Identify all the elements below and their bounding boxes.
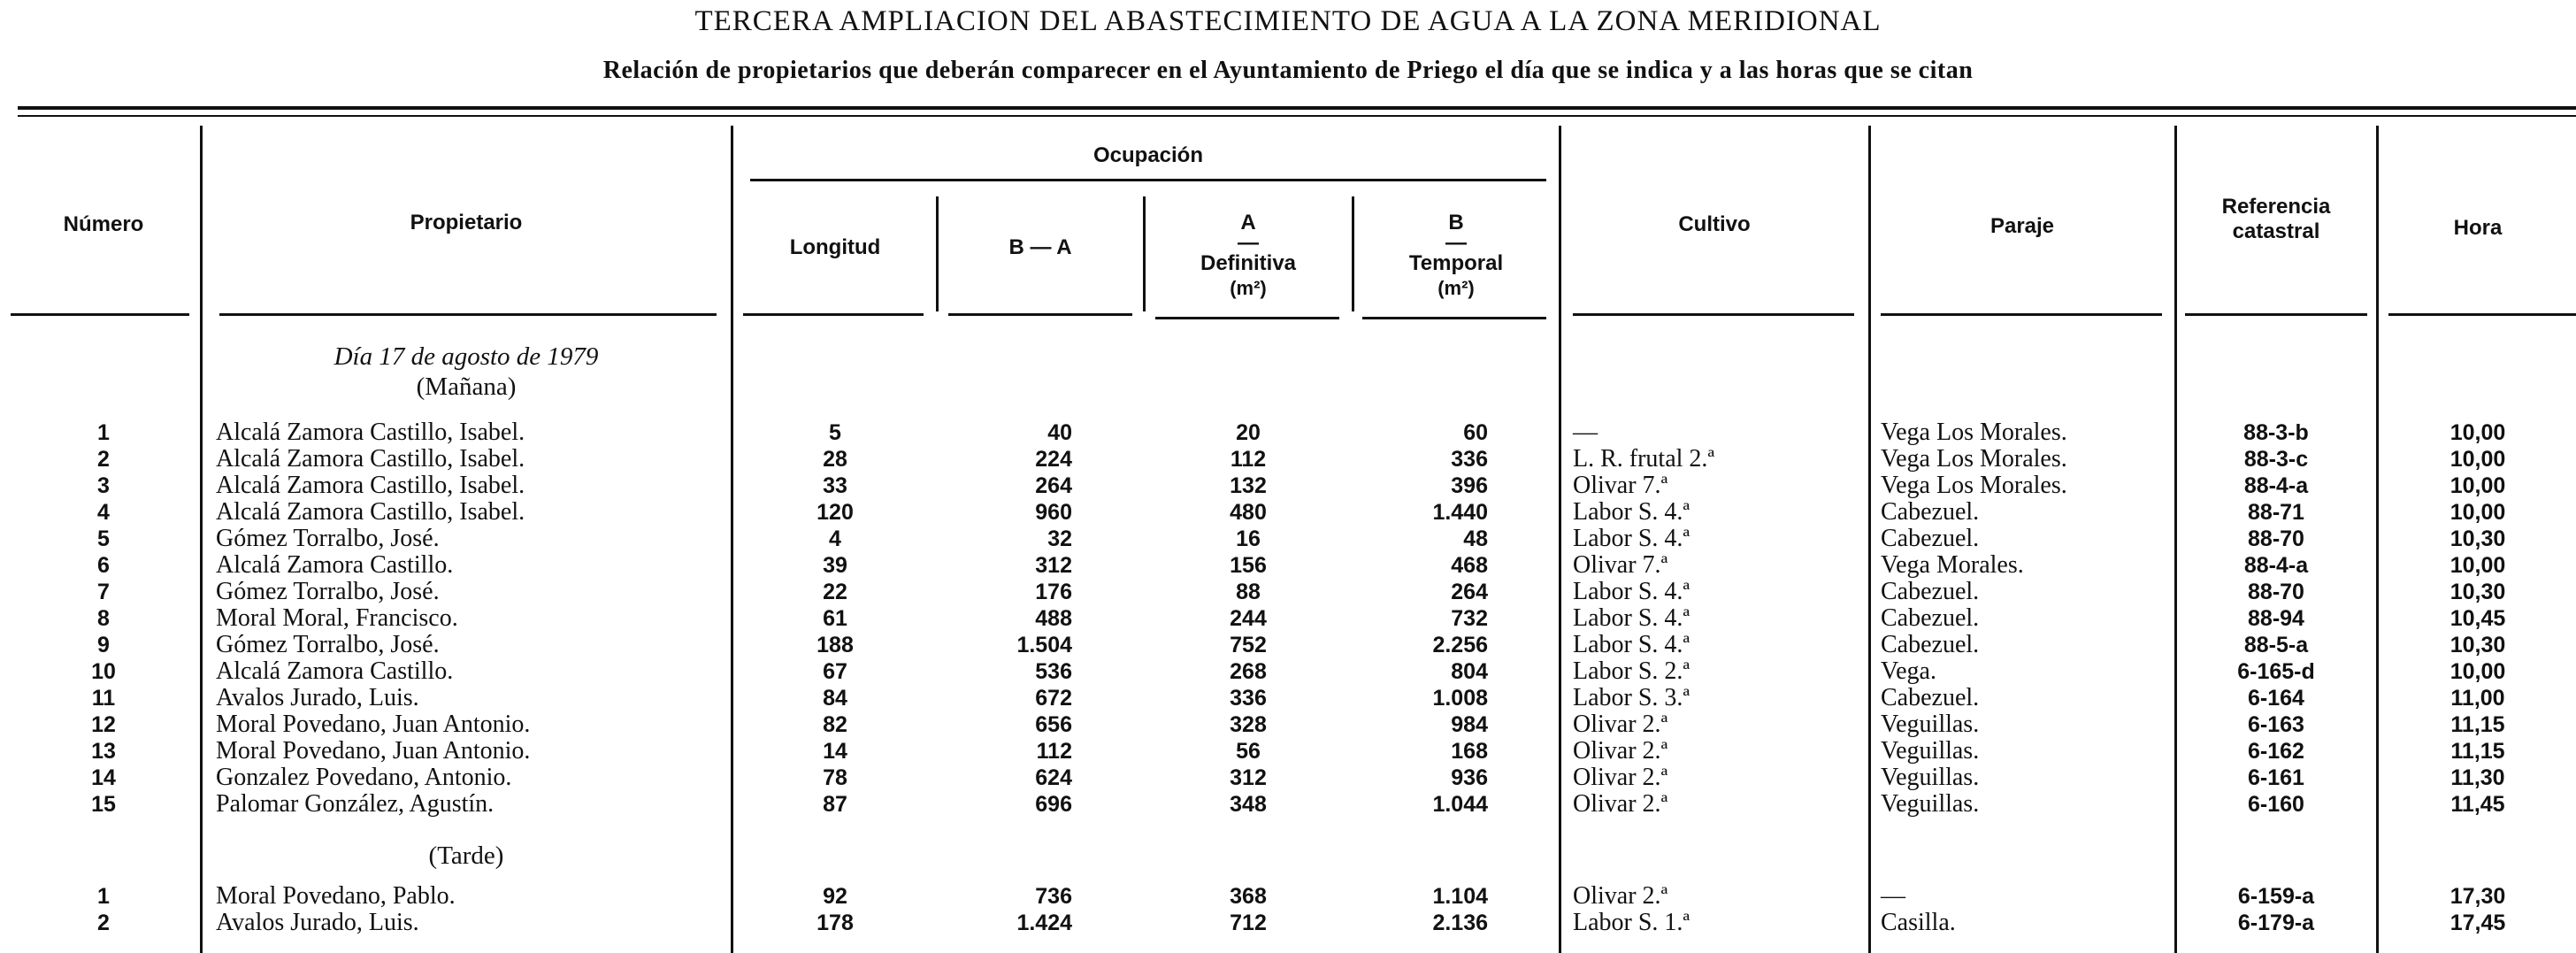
cell-ref: 6-163	[2248, 712, 2304, 737]
cell-ba: 1.504	[1016, 633, 1072, 657]
header-a	[1146, 211, 1350, 301]
cell-ba: 696	[1035, 792, 1072, 817]
document-subtitle: Relación de propietarios que deberán comparecer en el Ayuntamiento de Priego el día que se indica y a las horas que se citan	[602, 57, 1974, 84]
cell-b: 804	[1451, 659, 1488, 684]
cell-hora: 11,30	[2450, 765, 2505, 790]
cell-hora: 11,00	[2450, 686, 2505, 711]
header-paraje: Paraje	[1990, 214, 2055, 238]
header-ba: B — A	[1008, 235, 1072, 259]
cell-cult: Labor S. 4.ª	[1573, 604, 1690, 632]
cell-prop: Alcalá Zamora Castillo, Isabel.	[216, 498, 525, 526]
cell-n: 8	[97, 606, 110, 631]
cell-b: 936	[1451, 765, 1488, 790]
cell-ref: 6-161	[2248, 765, 2304, 790]
cell-hora: 10,00	[2450, 500, 2506, 525]
header-propietario: Propietario	[410, 211, 523, 234]
cell-ba: 672	[1035, 686, 1072, 711]
cell-n: 12	[91, 712, 116, 737]
morning-label: (Mañana)	[416, 373, 517, 401]
cell-a: 112	[1230, 447, 1267, 472]
cell-hora: 10,30	[2450, 580, 2506, 604]
cell-prop: Alcalá Zamora Castillo, Isabel.	[216, 445, 525, 473]
cell-a: 336	[1230, 686, 1267, 711]
cell-a: 132	[1230, 473, 1267, 498]
cell-b: 264	[1451, 580, 1488, 604]
header-rule-referencia	[2185, 313, 2367, 316]
header-rule-a	[1155, 317, 1339, 319]
cell-n: 10	[91, 659, 116, 684]
cell-b: 984	[1451, 712, 1488, 737]
cell-ba: 264	[1035, 473, 1072, 498]
header-rule-numero	[11, 313, 189, 316]
cell-n: 9	[97, 633, 110, 657]
cell-par: Veguillas.	[1881, 790, 1980, 818]
col-sep-8	[2174, 126, 2177, 953]
header-cultivo: Cultivo	[1678, 212, 1751, 236]
cell-b: 396	[1451, 473, 1488, 498]
cell-b: 2.136	[1432, 911, 1488, 935]
cell-cult: Olivar 7.ª	[1573, 472, 1668, 499]
cell-n: 6	[97, 553, 110, 578]
document-title: TERCERA AMPLIACION DEL ABASTECIMIENTO DE AGUA A LA ZONA MERIDIONAL	[694, 5, 1882, 37]
cell-hora: 17,30	[2450, 884, 2506, 909]
cell-lon: 14	[823, 739, 847, 764]
cell-prop: Moral Povedano, Juan Antonio.	[216, 711, 531, 738]
cell-ref: 6-159-a	[2237, 884, 2315, 909]
header-rule-hora	[2388, 313, 2576, 316]
cell-a: 56	[1236, 739, 1261, 764]
cell-lon: 178	[816, 911, 854, 935]
cell-par: Cabezuel.	[1881, 525, 1980, 552]
cell-b: 1.440	[1432, 500, 1488, 525]
cell-lon: 39	[823, 553, 847, 578]
header-referencia-line2: catastral	[2232, 219, 2320, 243]
header-b	[1355, 211, 1557, 301]
cell-cult: —	[1573, 419, 1598, 446]
cell-hora: 10,00	[2450, 473, 2506, 498]
cell-ref: 88-5-a	[2243, 633, 2309, 657]
cell-prop: Moral Povedano, Juan Antonio.	[216, 737, 531, 765]
morning-date-text: Día 17 de agosto de 1979	[334, 342, 599, 371]
cell-b: 336	[1451, 447, 1488, 472]
cell-a: 244	[1230, 606, 1267, 631]
top-rule-2	[18, 115, 2576, 117]
header-referencia	[2178, 195, 2374, 244]
cell-n: 5	[97, 526, 110, 551]
cell-cult: Olivar 2.ª	[1573, 764, 1668, 791]
cell-lon: 28	[823, 447, 847, 472]
cell-ba: 736	[1035, 884, 1072, 909]
cell-b: 468	[1451, 553, 1488, 578]
cell-prop: Gómez Torralbo, José.	[216, 631, 440, 658]
cell-hora: 10,30	[2450, 526, 2506, 551]
header-rule-cultivo	[1573, 313, 1854, 316]
cell-par: Cabezuel.	[1881, 578, 1980, 605]
cell-par: Veguillas.	[1881, 737, 1980, 765]
cell-prop: Avalos Jurado, Luis.	[216, 684, 419, 711]
cell-cult: Olivar 2.ª	[1573, 882, 1668, 910]
cell-b: 60	[1463, 420, 1488, 445]
cell-hora: 10,45	[2450, 606, 2506, 631]
cell-ba: 624	[1035, 765, 1072, 790]
cell-b: 732	[1451, 606, 1488, 631]
cell-prop: Alcalá Zamora Castillo.	[216, 657, 454, 685]
cell-ref: 6-165-d	[2237, 659, 2315, 684]
header-a-letter: A	[1240, 211, 1256, 234]
cell-a: 348	[1230, 792, 1267, 817]
cell-par: Veguillas.	[1881, 711, 1980, 738]
cell-ref: 88-3-c	[2243, 447, 2309, 472]
cell-n: 15	[91, 792, 116, 817]
cell-ba: 536	[1035, 659, 1072, 684]
cell-lon: 33	[823, 473, 847, 498]
col-sep-1	[200, 126, 203, 953]
cell-hora: 10,00	[2450, 553, 2506, 578]
cell-par: Veguillas.	[1881, 764, 1980, 791]
cell-par: Cabezuel.	[1881, 498, 1980, 526]
cell-ref: 88-70	[2248, 526, 2304, 551]
cell-prop: Moral Povedano, Pablo.	[216, 882, 456, 910]
col-sep-5	[1352, 196, 1354, 311]
col-sep-9	[2376, 126, 2379, 953]
header-b-label: Temporal	[1408, 251, 1504, 275]
header-b-unit: (m²)	[1438, 277, 1475, 299]
morning-date	[205, 343, 727, 370]
header-a-dash: —	[1238, 231, 1259, 255]
cell-a: 88	[1236, 580, 1261, 604]
col-sep-2	[731, 126, 733, 953]
header-a-label: Definitiva	[1200, 251, 1297, 275]
ocupacion-rule	[750, 179, 1546, 181]
cell-prop: Moral Moral, Francisco.	[216, 604, 458, 632]
top-rule-1	[18, 106, 2576, 110]
cell-par: Vega.	[1881, 657, 1936, 685]
cell-lon: 188	[816, 633, 854, 657]
cell-par: Cabezuel.	[1881, 684, 1980, 711]
header-ocupacion: Ocupación	[1092, 143, 1204, 167]
cell-hora: 10,00	[2450, 447, 2506, 472]
col-sep-7	[1868, 126, 1871, 953]
cell-prop: Gómez Torralbo, José.	[216, 525, 440, 552]
cell-prop: Gonzalez Povedano, Antonio.	[216, 764, 512, 791]
cell-par: Cabezuel.	[1881, 604, 1980, 632]
cell-n: 1	[97, 420, 110, 445]
cell-prop: Alcalá Zamora Castillo.	[216, 551, 454, 579]
cell-n: 4	[97, 500, 110, 525]
cell-lon: 22	[823, 580, 847, 604]
header-rule-ba	[948, 313, 1132, 316]
cell-a: 268	[1230, 659, 1267, 684]
cell-lon: 84	[823, 686, 847, 711]
cell-lon: 78	[823, 765, 847, 790]
header-rule-longitud	[743, 313, 924, 316]
cell-lon: 61	[823, 606, 847, 631]
cell-hora: 10,00	[2450, 420, 2506, 445]
cell-cult: Labor S. 1.ª	[1573, 909, 1690, 936]
cell-a: 368	[1230, 884, 1267, 909]
cell-lon: 87	[823, 792, 847, 817]
cell-ba: 40	[1047, 420, 1072, 445]
header-numero: Número	[63, 212, 144, 236]
cell-cult: L. R. frutal 2.ª	[1573, 445, 1715, 473]
cell-n: 14	[91, 765, 116, 790]
cell-ref: 88-4-a	[2243, 553, 2309, 578]
cell-ref: 6-179-a	[2237, 911, 2315, 935]
cell-ref: 88-94	[2248, 606, 2304, 631]
cell-par: Vega Los Morales.	[1881, 472, 2067, 499]
cell-ref: 88-70	[2248, 580, 2304, 604]
cell-lon: 92	[823, 884, 847, 909]
header-longitud: Longitud	[789, 235, 881, 259]
cell-ba: 488	[1035, 606, 1072, 631]
header-a-unit: (m²)	[1230, 277, 1267, 299]
cell-cult: Olivar 2.ª	[1573, 790, 1668, 818]
header-rule-propietario	[219, 313, 717, 316]
cell-b: 1.044	[1432, 792, 1488, 817]
header-b-dash: —	[1445, 231, 1467, 255]
cell-cult: Olivar 2.ª	[1573, 737, 1668, 765]
cell-ba: 112	[1036, 739, 1072, 764]
cell-b: 2.256	[1432, 633, 1488, 657]
cell-hora: 17,45	[2450, 911, 2506, 935]
cell-cult: Olivar 2.ª	[1573, 711, 1668, 738]
cell-hora: 11,45	[2450, 792, 2505, 817]
cell-lon: 67	[823, 659, 847, 684]
cell-a: 480	[1230, 500, 1267, 525]
cell-a: 312	[1230, 765, 1267, 790]
cell-cult: Labor S. 4.ª	[1573, 578, 1690, 605]
cell-n: 1	[97, 884, 110, 909]
cell-ref: 88-4-a	[2243, 473, 2309, 498]
col-sep-6	[1559, 126, 1561, 953]
cell-a: 16	[1236, 526, 1261, 551]
header-b-letter: B	[1448, 211, 1464, 234]
cell-ba: 224	[1035, 447, 1072, 472]
cell-par: Casilla.	[1881, 909, 1956, 936]
cell-b: 1.008	[1432, 686, 1488, 711]
cell-cult: Labor S. 3.ª	[1573, 684, 1690, 711]
header-referencia-line1: Referencia	[2221, 195, 2331, 219]
cell-b: 48	[1463, 526, 1488, 551]
cell-prop: Palomar González, Agustín.	[216, 790, 494, 818]
cell-lon: 82	[823, 712, 847, 737]
cell-ba: 656	[1035, 712, 1072, 737]
cell-hora: 10,30	[2450, 633, 2506, 657]
cell-a: 20	[1236, 420, 1261, 445]
cell-lon: 120	[816, 500, 854, 525]
cell-a: 752	[1230, 633, 1267, 657]
header-rule-b	[1362, 317, 1546, 319]
cell-a: 156	[1230, 553, 1267, 578]
cell-par: Vega Los Morales.	[1881, 419, 2067, 446]
cell-n: 2	[97, 911, 110, 935]
cell-ba: 960	[1035, 500, 1072, 525]
col-sep-3	[936, 196, 939, 311]
cell-n: 3	[97, 473, 110, 498]
cell-b: 1.104	[1432, 884, 1488, 909]
afternoon-label: (Tarde)	[428, 842, 504, 870]
cell-ba: 1.424	[1016, 911, 1072, 935]
cell-n: 7	[97, 580, 110, 604]
cell-par: —	[1881, 882, 1905, 910]
cell-cult: Labor S. 4.ª	[1573, 498, 1690, 526]
col-sep-4	[1143, 196, 1146, 311]
cell-ba: 176	[1035, 580, 1072, 604]
cell-cult: Labor S. 4.ª	[1573, 525, 1690, 552]
cell-lon: 4	[829, 526, 841, 551]
cell-ref: 88-71	[2248, 500, 2304, 525]
cell-cult: Labor S. 2.ª	[1573, 657, 1690, 685]
cell-par: Vega Los Morales.	[1881, 445, 2067, 473]
cell-ref: 6-160	[2248, 792, 2304, 817]
cell-ref: 6-162	[2248, 739, 2304, 764]
cell-par: Vega Morales.	[1881, 551, 2024, 579]
cell-prop: Avalos Jurado, Luis.	[216, 909, 419, 936]
cell-n: 2	[97, 447, 110, 472]
cell-lon: 5	[829, 420, 841, 445]
cell-n: 11	[91, 686, 116, 711]
cell-b: 168	[1451, 739, 1488, 764]
cell-cult: Labor S. 4.ª	[1573, 631, 1690, 658]
cell-ref: 88-3-b	[2243, 420, 2309, 445]
cell-hora: 10,00	[2450, 659, 2506, 684]
cell-hora: 11,15	[2450, 712, 2505, 737]
cell-prop: Alcalá Zamora Castillo, Isabel.	[216, 419, 525, 446]
cell-prop: Gómez Torralbo, José.	[216, 578, 440, 605]
cell-ba: 32	[1047, 526, 1072, 551]
cell-prop: Alcalá Zamora Castillo, Isabel.	[216, 472, 525, 499]
cell-hora: 11,15	[2450, 739, 2505, 764]
header-hora: Hora	[2453, 216, 2503, 240]
cell-n: 13	[91, 739, 116, 764]
cell-a: 328	[1230, 712, 1267, 737]
cell-ba: 312	[1035, 553, 1072, 578]
cell-par: Cabezuel.	[1881, 631, 1980, 658]
cell-a: 712	[1230, 911, 1267, 935]
cell-ref: 6-164	[2248, 686, 2304, 711]
header-rule-paraje	[1881, 313, 2162, 316]
cell-cult: Olivar 7.ª	[1573, 551, 1668, 579]
